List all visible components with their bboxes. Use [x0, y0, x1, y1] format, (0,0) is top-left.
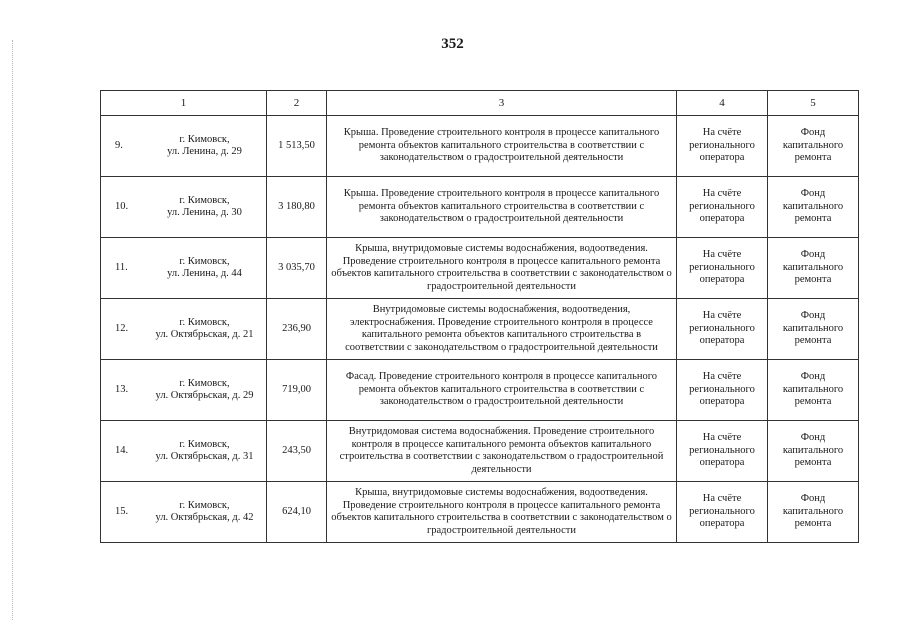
street-text: ул. Октябрьская, д. 31	[155, 451, 254, 462]
street-text: ул. Ленина, д. 29	[167, 146, 242, 157]
city-text: г. Кимовск,	[179, 499, 230, 511]
table-row	[101, 116, 859, 177]
address-cell	[101, 238, 267, 299]
area-cell: 719,00	[267, 360, 327, 421]
account-status-cell: На счёте регионального оператора	[677, 482, 768, 543]
column-header: 5	[768, 91, 859, 116]
area-cell: 3 035,70	[267, 238, 327, 299]
city-text: г. Кимовск,	[179, 438, 230, 450]
city-text: г. Кимовск,	[179, 377, 230, 389]
row-number: 13.	[115, 383, 129, 395]
street-text: ул. Ленина, д. 44	[167, 268, 242, 279]
city-text: г. Кимовск,	[179, 316, 230, 328]
works-cell: Фасад. Проведение строительного контроля в процессе капитального ремонта объектов капитального строительства в соответствии с законодательством о градостроительной деятельности	[327, 360, 677, 421]
works-cell: Крыша. Проведение строительного контроля в процессе капитального ремонта объектов капитального строительства в соответствии с законодательством о градостроительной деятельности	[327, 116, 677, 177]
table-row	[101, 421, 859, 482]
account-status-cell: На счёте регионального оператора	[677, 177, 768, 238]
area-cell: 1 513,50	[267, 116, 327, 177]
address-cell	[101, 116, 267, 177]
table-row	[101, 299, 859, 360]
row-number: 15.	[115, 505, 129, 517]
row-number: 11.	[115, 261, 128, 273]
works-cell: Внутридомовые системы водоснабжения, водоотведения, электроснабжения. Проведение строительного контроля в процессе капитального ремонта объектов капитального строительства в соответствии с законодательством о градостроительной деятельности	[327, 299, 677, 360]
street-text: ул. Октябрьская, д. 29	[155, 390, 254, 401]
margin-dotted-line	[12, 40, 15, 620]
table-row	[101, 238, 859, 299]
city-text: г. Кимовск,	[179, 194, 230, 206]
area-cell: 3 180,80	[267, 177, 327, 238]
works-cell: Крыша. Проведение строительного контроля в процессе капитального ремонта объектов капитального строительства в соответствии с законодательством о градостроительной деятельности	[327, 177, 677, 238]
fund-cell: Фонд капитального ремонта	[768, 482, 859, 543]
row-number: 14.	[115, 444, 129, 456]
address-cell	[101, 421, 267, 482]
fund-cell: Фонд капитального ремонта	[768, 360, 859, 421]
works-cell: Крыша, внутридомовые системы водоснабжения, водоотведения. Проведение строительного контроля в процессе капитального ремонта объектов капитального строительства в соответствии с законодательством о градостроительной деятельности	[327, 482, 677, 543]
row-number: 9.	[115, 139, 123, 151]
street-text: ул. Октябрьская, д. 42	[155, 512, 254, 523]
table-header-row	[101, 91, 859, 116]
account-status-cell: На счёте регионального оператора	[677, 360, 768, 421]
column-header: 4	[677, 91, 768, 116]
fund-cell: Фонд капитального ремонта	[768, 116, 859, 177]
street-text: ул. Октябрьская, д. 21	[155, 329, 254, 340]
area-cell: 243,50	[267, 421, 327, 482]
column-header: 1	[101, 91, 267, 116]
table-row	[101, 360, 859, 421]
works-cell: Внутридомовая система водоснабжения. Проведение строительного контроля в процессе капитального ремонта объектов капитального строительства в соответствии с законодательством о градостроительной деятельности	[327, 421, 677, 482]
account-status-cell: На счёте регионального оператора	[677, 116, 768, 177]
street-text: ул. Ленина, д. 30	[167, 207, 242, 218]
fund-cell: Фонд капитального ремонта	[768, 238, 859, 299]
table-row	[101, 482, 859, 543]
row-number: 10.	[115, 200, 129, 212]
address-cell	[101, 360, 267, 421]
fund-cell: Фонд капитального ремонта	[768, 177, 859, 238]
column-header: 3	[327, 91, 677, 116]
column-header: 2	[267, 91, 327, 116]
works-cell: Крыша, внутридомовые системы водоснабжения, водоотведения. Проведение строительного контроля в процессе капитального ремонта объектов капитального строительства в соответствии с законодательством о градостроительной деятельности	[327, 238, 677, 299]
table-row	[101, 177, 859, 238]
city-text: г. Кимовск,	[179, 255, 230, 267]
address-cell	[101, 177, 267, 238]
account-status-cell: На счёте регионального оператора	[677, 238, 768, 299]
area-cell: 624,10	[267, 482, 327, 543]
row-number: 12.	[115, 322, 129, 334]
page-number: 352	[441, 36, 464, 52]
account-status-cell: На счёте регионального оператора	[677, 421, 768, 482]
address-cell	[101, 482, 267, 543]
city-text: г. Кимовск,	[179, 133, 230, 145]
works-table	[100, 90, 859, 543]
fund-cell: Фонд капитального ремонта	[768, 299, 859, 360]
address-cell	[101, 299, 267, 360]
account-status-cell: На счёте регионального оператора	[677, 299, 768, 360]
fund-cell: Фонд капитального ремонта	[768, 421, 859, 482]
area-cell: 236,90	[267, 299, 327, 360]
